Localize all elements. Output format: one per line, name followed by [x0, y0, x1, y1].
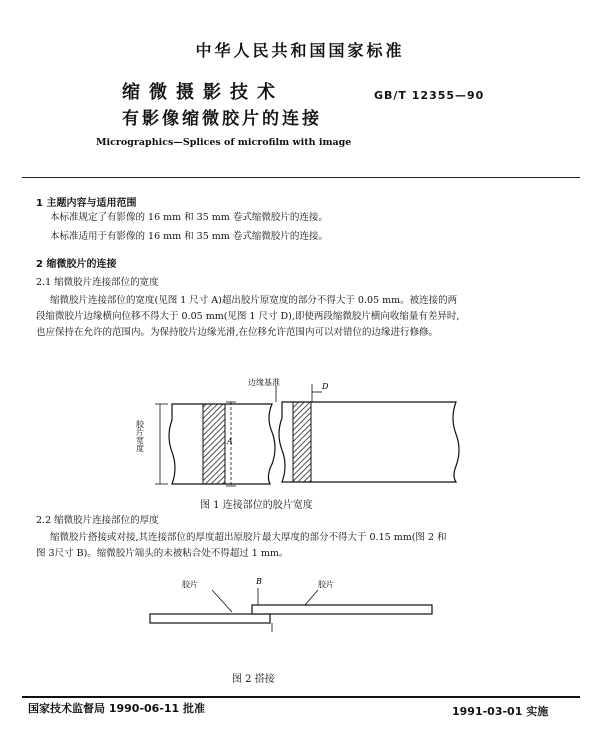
section-2-1-heading: 2.1 缩微胶片连接部位的宽度 [36, 277, 159, 288]
section-1-para-2: 本标准适用于有影像的 16 mm 和 35 mm 卷式缩微胶片的连接。 [50, 231, 328, 242]
section-2-2-line-2: 图 3尺寸 B)。缩微胶片端头的未被粘合处不得超过 1 mm。 [36, 548, 289, 559]
film-width-label: 胶片宽度 [135, 420, 145, 452]
header-rule [22, 177, 580, 178]
section-1-para-1: 本标准规定了有影像的 16 mm 和 35 mm 卷式缩微胶片的连接。 [50, 212, 328, 223]
film-label-left: 胶片 [182, 580, 198, 589]
section-2-1-line-2: 段缩微胶片边缘横向位移不得大于 0.05 mm(见图 1 尺寸 D),即使两段缩微胶片横向收缩量有差异时, [36, 311, 460, 322]
section-2-1-line-1: 缩微胶片连接部位的宽度(见图 1 尺寸 A)超出胶片原宽度的部分不得大于 0.05 mm。被连接的两 [50, 295, 458, 306]
figure-2-caption: 图 2 搭接 [232, 674, 275, 685]
section-2-1-line-3: 也应保持在允许的范围内。为保持胶片边缘光滑,在位移允许范围内可以对错位的边缘进行修修。 [36, 327, 439, 338]
splice-region-right [293, 402, 311, 482]
figure-1-caption: 图 1 连接部位的胶片宽度 [200, 500, 313, 511]
document-organization: 中华人民共和国国家标准 [195, 41, 405, 60]
figure-2-lap-splice-diagram [0, 570, 600, 660]
approval-date: 国家技术监督局 1990-06-11 批准 [28, 702, 206, 715]
dimension-d-label: D [322, 382, 329, 391]
upper-film [252, 605, 432, 614]
edge-reference-label: 边缘基准 [248, 378, 280, 387]
lower-film [150, 614, 270, 623]
standard-number: GB/T 12355—90 [374, 89, 485, 102]
dimension-b-label: B [256, 577, 262, 586]
splice-region-left [203, 404, 225, 484]
section-2-2-heading: 2.2 缩微胶片连接部位的厚度 [36, 515, 159, 526]
dimension-a-label: A [227, 437, 233, 446]
title-line-1: 缩微摄影技术 [122, 82, 284, 103]
section-2-2-line-1: 缩微胶片搭接或对接,其连接部位的厚度超出原胶片最大厚度的部分不得大于 0.15 mm(图 2 和 [50, 532, 447, 543]
section-2-heading: 2 缩微胶片的连接 [36, 259, 117, 270]
implementation-date: 1991-03-01 实施 [452, 705, 549, 718]
figure-1-film-width-diagram [0, 372, 600, 512]
english-title: Micrographics—Splices of microfilm with image [96, 137, 352, 148]
section-1-heading: 1 主题内容与适用范围 [36, 198, 137, 209]
footer-rule [22, 696, 580, 698]
title-line-2: 有影像缩微胶片的连接 [122, 109, 322, 129]
film-label-right: 胶片 [318, 580, 334, 589]
